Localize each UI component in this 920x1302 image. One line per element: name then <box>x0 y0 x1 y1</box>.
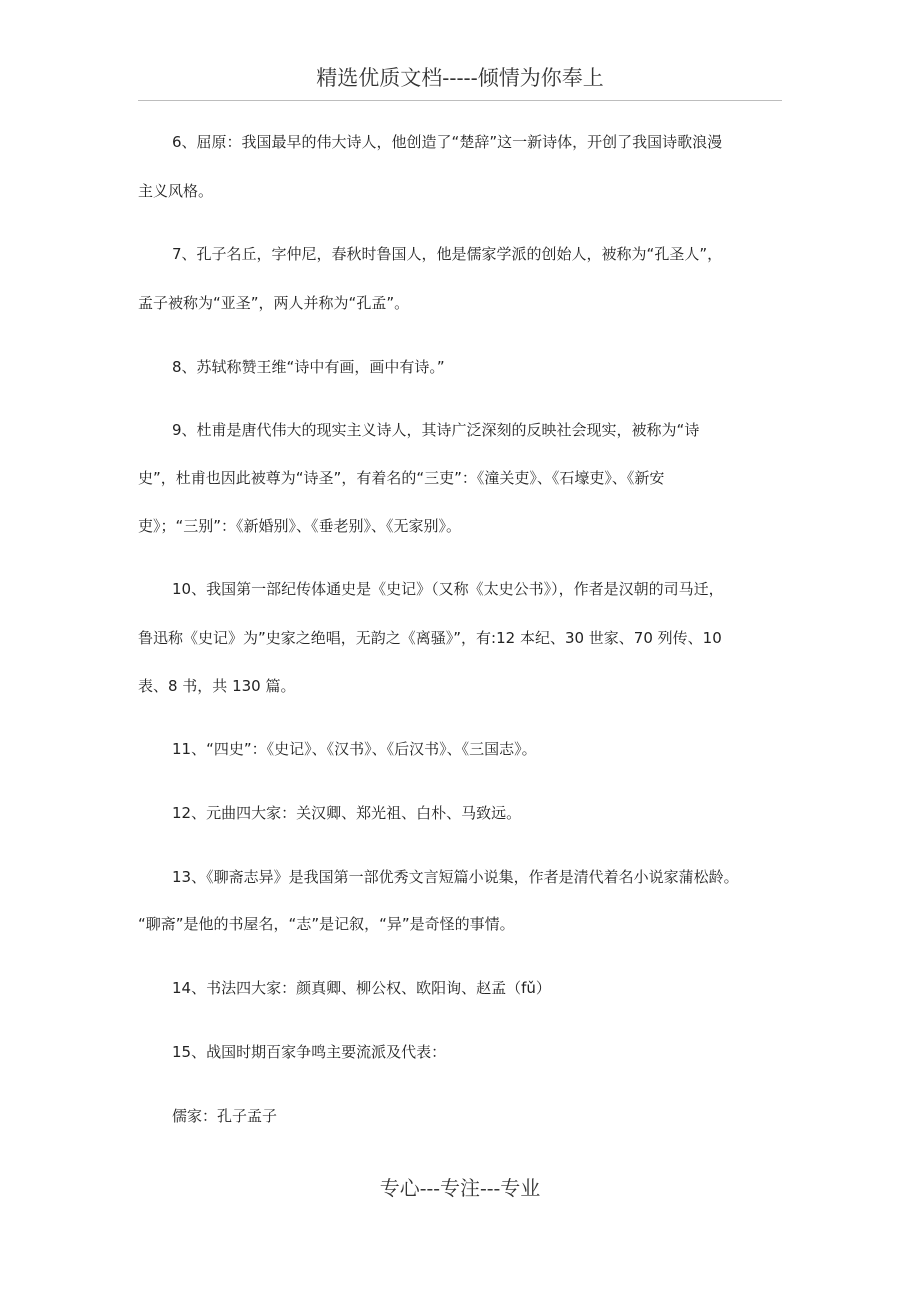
body-line-item-7-cont: 孟子被称为“亚圣”，两人并称为“孔孟”。 <box>138 294 410 312</box>
body-line-item-10: 10、我国第一部纪传体通史是《史记》（又称《太史公书》），作者是汉朝的司马迁， <box>172 580 724 598</box>
body-line-item-9-cont-2: 吏》；“三别”：《新婚别》、《垂老别》、《无家别》。 <box>138 517 462 535</box>
body-line-item-8: 8、苏轼称赞王维“诗中有画，画中有诗。” <box>172 358 445 376</box>
body-line-item-10-cont-2: 表、8 书，共 130 篇。 <box>138 677 296 695</box>
body-line-item-15: 15、战国时期百家争鸣主要流派及代表： <box>172 1043 447 1061</box>
body-line-item-9: 9、杜甫是唐代伟大的现实主义诗人，其诗广泛深刻的反映社会现实，被称为“诗 <box>172 421 700 439</box>
page-footer-text: 专心---专注---专业 <box>379 1176 541 1200</box>
body-line-item-11: 11、“四史”：《史记》、《汉书》、《后汉书》、《三国志》。 <box>172 740 537 758</box>
body-line-item-13: 13、《聊斋志异》是我国第一部优秀文言短篇小说集，作者是清代着名小说家蒲松龄。 <box>172 868 739 886</box>
body-line-item-6: 6、屈原：我国最早的伟大诗人，他创造了“楚辞”这一新诗体，开创了我国诗歌浪漫 <box>172 133 723 151</box>
body-line-item-6-cont: 主义风格。 <box>138 182 214 200</box>
body-line-item-12: 12、元曲四大家：关汉卿、郑光祖、白朴、马致远。 <box>172 804 522 822</box>
body-line-item-9-cont-1: 史”，杜甫也因此被尊为“诗圣”，有着名的“三吏”：《潼关吏》、《石壕吏》、《新安 <box>138 469 665 487</box>
body-line-item-14: 14、书法四大家：颜真卿、柳公权、欧阳询、赵孟（fǔ） <box>172 979 551 997</box>
body-line-confucian: 儒家：孔子孟子 <box>172 1107 278 1125</box>
header-divider <box>138 100 782 101</box>
body-line-item-10-cont-1: 鲁迅称《史记》为”史家之绝唱，无韵之《离骚》”，有:12 本纪、30 世家、70 列传、10 <box>138 629 722 647</box>
body-line-item-13-cont: “聊斋”是他的书屋名，“志”是记叙，“异”是奇怪的事情。 <box>138 915 515 933</box>
body-line-item-7: 7、孔子名丘，字仲尼，春秋时鲁国人，他是儒家学派的创始人，被称为“孔圣人”， <box>172 245 723 263</box>
page-header-title: 精选优质文档-----倾情为你奉上 <box>316 66 604 90</box>
